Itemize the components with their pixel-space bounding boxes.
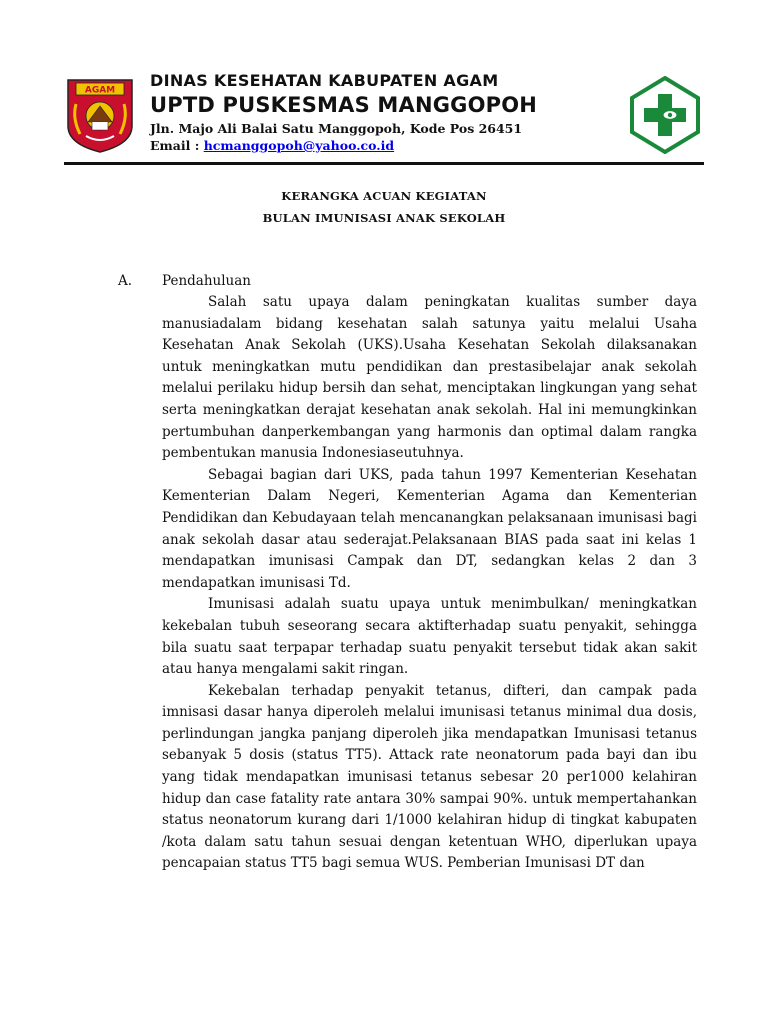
puskesmas-logo — [630, 76, 700, 154]
paragraph: Sebagai bagian dari UKS, pada tahun 1997 Kementerian Kesehatan Kementerian Dalam Negeri, Kementerian Agama dan Kementerian Pendidikan dan Kebudayaan telah mencanangkan pelaksanaan imunisasi bagi anak sekolah dasar atau sederajat.Pelaksanaan BIAS pada saat ini kelas 1 mendapatkan imunisasi Campak dan DT, sedangkan kelas 2 dan 3 mendapatkan imunisasi Td. — [162, 466, 697, 591]
section-letter: A. — [118, 273, 133, 289]
header-divider — [64, 162, 704, 165]
email-line — [150, 137, 620, 154]
section-title: Pendahuluan — [162, 273, 251, 289]
email-link[interactable]: hcmanggopoh@yahoo.co.id — [203, 138, 395, 153]
unit-name: UPTD PUSKESMAS MANGGOPOH — [150, 93, 538, 117]
address: Jln. Majo Ali Balai Satu Manggopoh, Kode Pos 26451 — [150, 121, 523, 136]
paragraph: Imunisasi adalah suatu upaya untuk menimbulkan/ meningkatkan kekebalan tubuh seseorang secara aktifterhadap suatu penyakit, sehingga bila suatu saat terpapar terhadap suatu penyakit tersebut tidak akan sakit atau hanya mengalami sakit ringan. — [162, 596, 697, 678]
document-title-line2: BULAN IMUNISASI ANAK SEKOLAH — [262, 211, 506, 225]
agam-emblem-logo — [66, 78, 134, 154]
paragraph: Kekebalan terhadap penyakit tetanus, difteri, dan campak pada imnisasi dasar hanya diperoleh melalui imunisasi tetanus minimal dua dosis, perlindungan jangka panjang diperoleh jika mendapatkan Imunisasi tetanus sebanyak 5 dosis (status TT5). Attack rate neonatorum pada bayi dan ibu yang tidak mendapatkan imunisasi tetanus sebesar 20 per1000 kelahiran hidup dan case fatality rate antara 30% sampai 90%. untuk mempertahankan status neonatorum kurang dari 1/1000 kelahiran hidup di tingkat kabupaten /kota dalam satu tahun sesuai dengan ketentuan WHO, diperlukan upaya pencapaian status TT5 bagi semua WUS. Pemberian Imunisasi DT dan — [162, 682, 697, 872]
document-title-line1: KERANGKA ACUAN KEGIATAN — [281, 189, 487, 203]
letterhead — [150, 70, 620, 154]
agam-logo-text: AGAM — [84, 85, 116, 96]
agency-name: DINAS KESEHATAN KABUPATEN AGAM — [150, 71, 499, 90]
paragraph: Salah satu upaya dalam peningkatan kualitas sumber daya manusiadalam bidang kesehatan salah satunya yaitu melalui Usaha Kesehatan Anak Sekolah (UKS).Usaha Kesehatan Sekolah dilaksanakan untuk meningkatkan mutu pendidikan dan prestasibelajar anak sekolah melalui perilaku hidup bersih dan sehat, menciptakan lingkungan yang sehat serta meningkatkan derajat kesehatan anak sekolah. Hal ini memungkinkan pertumbuhan danperkembangan yang harmonis dan optimal dalam rangka pembentukan manusia Indonesiaseutuhnya. — [162, 294, 697, 462]
section-body — [162, 292, 697, 875]
email-label: Email : — [150, 138, 200, 153]
